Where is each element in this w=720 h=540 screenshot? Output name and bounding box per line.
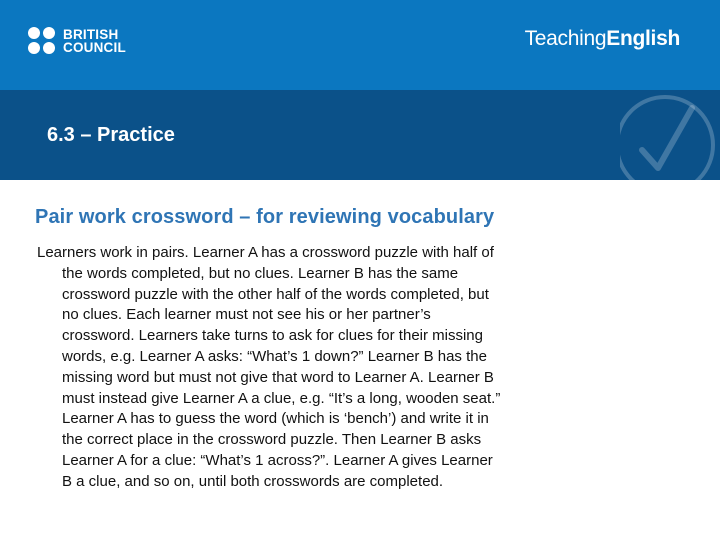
body-line: crossword. Learners take turns to ask for clues for their missing — [62, 327, 483, 345]
teaching-english-logo-part2: English — [606, 27, 680, 50]
body-line: the correct place in the crossword puzzle. Then Learner B asks — [62, 431, 482, 449]
teaching-english-logo-part1: Teaching — [524, 27, 607, 50]
british-council-logo — [28, 27, 126, 54]
british-council-wordmark: BRITISH COUNCIL — [63, 26, 126, 55]
body-line: the words completed, but no clues. Learner B has the same — [62, 264, 459, 282]
section-title: 6.3 – Practice — [47, 124, 175, 146]
body-line: words, e.g. Learner A asks: “What’s 1 down?” Learner B has the — [62, 347, 487, 365]
body-line: Learner A has to guess the word (which is ‘bench’) and write it in — [62, 410, 489, 428]
header-bar — [0, 0, 720, 90]
body-line: Learner A for a clue: “What’s 1 across?”. Learner A gives Learner — [62, 451, 493, 469]
body-line: Learners work in pairs. Learner A has a crossword puzzle with half of — [37, 244, 494, 261]
body-line: B a clue, and so on, until both crosswords are completed. — [62, 472, 444, 490]
body-line: must instead give Learner A a clue, e.g. “It’s a long, wooden seat.” — [62, 389, 501, 407]
checkmark-circle-icon — [620, 90, 720, 180]
body-line: missing word but must not give that word to Learner A. Learner B — [62, 368, 494, 386]
british-council-dots-icon — [28, 27, 55, 54]
teaching-english-logo — [525, 27, 680, 51]
body-line: no clues. Each learner must not see his or her partner’s — [62, 306, 431, 324]
slide-heading: Pair work crossword – for reviewing vocabulary — [35, 206, 495, 228]
body-line: crossword puzzle with the other half of the words completed, but — [62, 285, 489, 303]
body-paragraph — [37, 243, 577, 493]
